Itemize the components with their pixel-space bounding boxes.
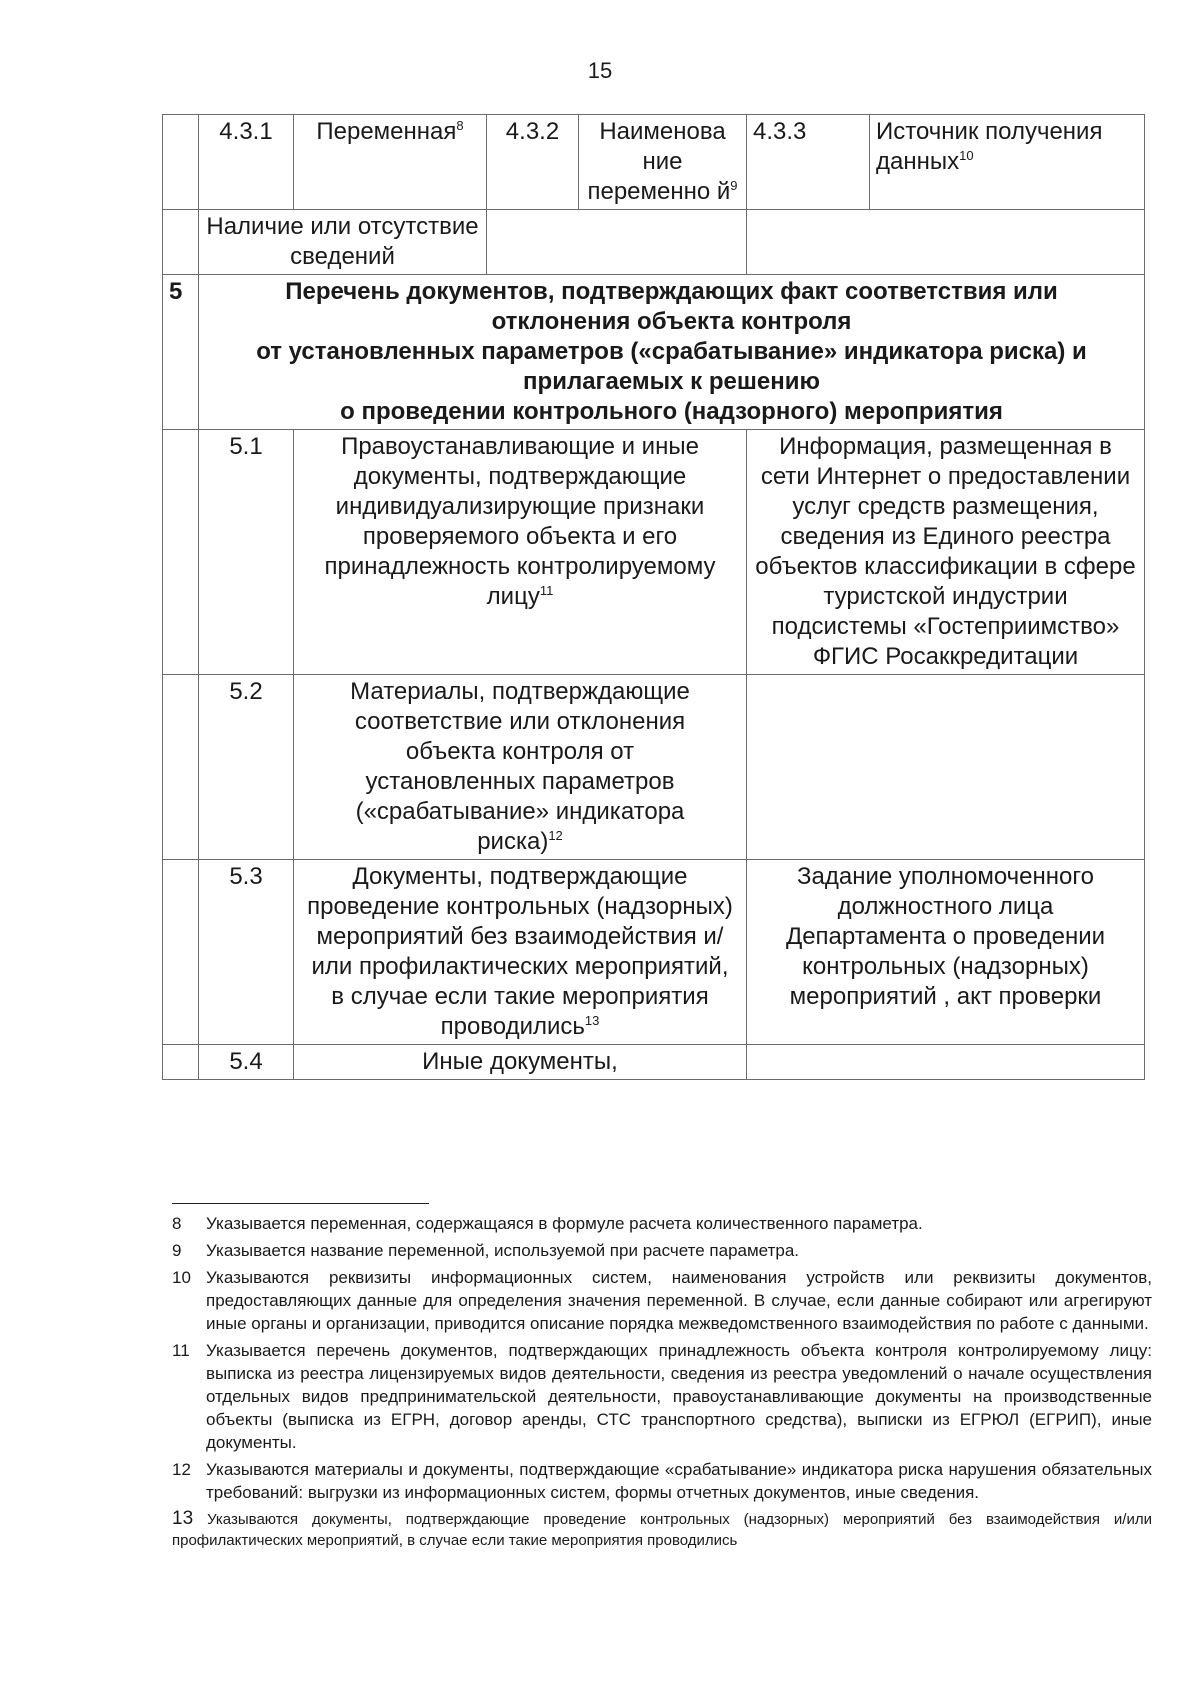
source-cell: Информация, размещенная в сети Интернет о предоставлении услуг средств размещения, сведения из Единого реестра объектов классификации в сфере туристской индустрии подсистемы «Гостеприимство» ФГИС Росаккредитации	[747, 430, 1145, 675]
cell-4-3-2-number: 4.3.2	[487, 115, 579, 210]
section-5-title-line: отклонения объекта контроля	[491, 308, 852, 335]
section-5-title-line: от установленных параметров («срабатывание» индикатора риска) и	[256, 338, 1087, 365]
cell-presence-label: Наличие или отсутствие сведений	[199, 210, 487, 275]
empty-cell	[163, 115, 199, 210]
footnote-text: Указываются документы, подтверждающие проведение контрольных (надзорных) мероприятий без взаимодействия и/или профилактических мероприятий, в случае если такие мероприятия проводились	[172, 1511, 1152, 1549]
empty-cell	[163, 430, 199, 675]
cell-variable-name	[579, 115, 747, 210]
document-cell: Иные документы,	[294, 1045, 747, 1080]
section-5-number: 5	[163, 275, 199, 430]
footnote-ref-8[interactable]: 8	[456, 118, 464, 133]
footnote-text: Указывается перечень документов, подтверждающих принадлежность объекта контроля контролируемому лицу: выписка из реестра лицензируемых видов деятельности, сведения из реестра уведомлений о начале осуществления отдельных видов предпринимательской деятельности, правоустанавливающие документы на производственные объекты (выписка из ЕГРН, договор аренды, СТС транспортного средства), выписки из ЕГРЮЛ (ЕГРИП), иные документы.	[206, 1341, 1152, 1452]
empty-cell	[163, 1045, 199, 1080]
section-5-title-line: о проведении контрольного (надзорного) мероприятия	[340, 398, 1003, 425]
section-5-title-line: Перечень документов, подтверждающих факт соответствия или	[285, 278, 1058, 305]
empty-cell	[487, 210, 747, 275]
empty-cell	[747, 210, 1145, 275]
source-cell	[747, 1045, 1145, 1080]
empty-cell	[163, 675, 199, 860]
footnote-9	[172, 1239, 1152, 1262]
footnotes	[172, 1212, 1152, 1551]
page-number: 15	[587, 58, 613, 83]
document-cell	[294, 675, 747, 860]
footnote-number: 12	[172, 1460, 191, 1479]
footnote-ref-9[interactable]: 9	[730, 178, 738, 193]
empty-cell	[163, 860, 199, 1045]
footnote-11	[172, 1339, 1152, 1454]
footnote-number: 13	[172, 1508, 194, 1529]
footnote-ref-11[interactable]: 11	[539, 583, 554, 598]
footnote-ref-13[interactable]: 13	[584, 1013, 600, 1028]
footnote-separator	[172, 1203, 429, 1204]
row-number: 5.4	[199, 1045, 294, 1080]
footnote-number: 11	[172, 1341, 190, 1360]
row-number: 5.2	[199, 675, 294, 860]
document-cell	[294, 860, 747, 1045]
cell-4-3-3-number: 4.3.3	[747, 115, 870, 210]
variable-label: Переменная	[316, 118, 457, 145]
document-text: Документы, подтверждающие проведение контрольных (надзорных) мероприятий без взаимодействия и/или профилактических мероприятий, в случае если такие мероприятия проводились	[307, 863, 733, 1040]
footnote-number: 10	[172, 1268, 191, 1287]
footnote-ref-12[interactable]: 12	[548, 828, 563, 843]
document-text: Правоустанавливающие и иные документы, подтверждающие индивидуализирующие признаки проверяемого объекта и его принадлежность контролируемому лицу	[324, 433, 716, 610]
cell-variable	[294, 115, 487, 210]
row-4-3	[163, 115, 1145, 210]
footnote-text: Указываются реквизиты информационных систем, наименования устройств или реквизиты документов, предоставляющих данные для определения значения переменной. В случае, если данные собирают или агрегируют иные органы и организации, приводится описание порядка межведомственного взаимодействия по работе с данными.	[206, 1268, 1152, 1333]
footnote-13	[172, 1508, 1152, 1551]
footnote-text: Указываются материалы и документы, подтверждающие «срабатывание» индикатора риска нарушения обязательных требований: выгрузки из информационных систем, формы отчетных документов, иные сведения.	[206, 1460, 1152, 1502]
row-number: 5.3	[199, 860, 294, 1045]
source-cell: Задание уполномоченного должностного лица Департамента о проведении контрольных (надзорных) мероприятий , акт проверки	[747, 860, 1145, 1045]
section-5-title	[199, 275, 1145, 430]
empty-cell	[163, 210, 199, 275]
footnote-number: 9	[172, 1241, 182, 1260]
row-5-4	[163, 1045, 1145, 1080]
footnote-ref-10[interactable]: 10	[959, 148, 974, 163]
row-presence	[163, 210, 1145, 275]
footnote-8	[172, 1212, 1152, 1235]
row-section-5	[163, 275, 1145, 430]
footnote-text: Указывается название переменной, используемой при расчете параметра.	[206, 1241, 799, 1260]
risk-indicator-table	[162, 114, 1145, 1080]
row-5-1	[163, 430, 1145, 675]
section-5-title-line: прилагаемых к решению	[523, 368, 820, 395]
row-number: 5.1	[199, 430, 294, 675]
row-5-3	[163, 860, 1145, 1045]
row-5-2	[163, 675, 1145, 860]
footnote-12	[172, 1458, 1152, 1504]
footnote-number: 8	[172, 1214, 182, 1233]
variable-name-label: Наименова ние переменно й	[587, 118, 731, 205]
cell-data-source	[870, 115, 1145, 210]
document-cell	[294, 430, 747, 675]
footnote-text: Указывается переменная, содержащаяся в формуле расчета количественного параметра.	[206, 1214, 923, 1233]
document-text: Материалы, подтверждающие соответствие или отклонения объекта контроля от установленных параметров («срабатывание» индикатора риска)	[350, 678, 690, 855]
source-cell	[747, 675, 1145, 860]
cell-4-3-1-number: 4.3.1	[199, 115, 294, 210]
footnote-10	[172, 1266, 1152, 1335]
data-source-label: Источник получения данных	[876, 118, 1103, 175]
